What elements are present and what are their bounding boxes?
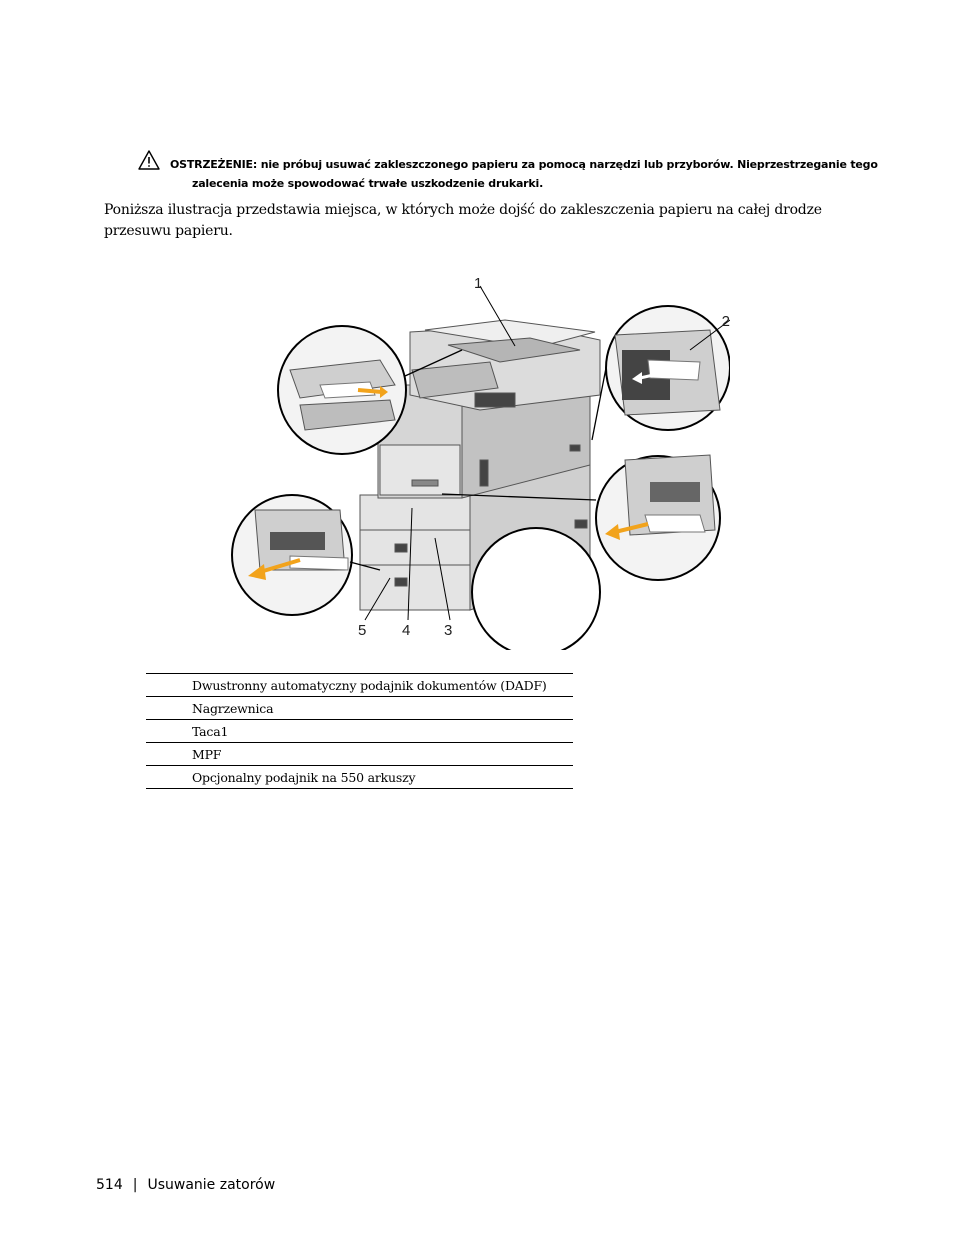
- warning-line-1: [170, 158, 878, 171]
- legend-label: Nagrzewnica: [192, 697, 573, 720]
- page-footer: [96, 1177, 275, 1193]
- callout-5: 5: [358, 622, 367, 639]
- section-title: Usuwanie zatorów: [147, 1177, 276, 1193]
- table-row: [146, 720, 573, 743]
- table-row: [146, 743, 573, 766]
- intro-paragraph: Poniższa ilustracja przedstawia miejsca, w których może dojść do zakleszczenia papieru na całej drodze przesuwu papieru.: [104, 202, 822, 239]
- warning-label: OSTRZEŻENIE:: [170, 158, 258, 171]
- legend-number: [146, 766, 192, 789]
- legend-label: Opcjonalny podajnik na 550 arkuszy: [192, 766, 573, 789]
- legend-number: [146, 697, 192, 720]
- warning-text-1: nie próbuj usuwać zakleszczonego papieru za pomocą narzędzi lub przyborów. Nieprzestrzeganie tego: [260, 158, 878, 171]
- legend-label: Dwustronny automatyczny podajnik dokumentów (DADF): [192, 674, 573, 697]
- warning-text-2: zalecenia może spowodować trwałe uszkodzenie drukarki.: [192, 177, 544, 190]
- table-row: [146, 766, 573, 789]
- zoom-circle-fuser: [606, 306, 730, 430]
- callout-1: 1: [474, 275, 483, 292]
- callout-2: 2: [721, 313, 730, 330]
- callout-4: 4: [402, 622, 411, 639]
- page-number: 514: [96, 1177, 123, 1193]
- warning-triangle-icon: [138, 150, 160, 170]
- printer-jam-diagram: [230, 270, 730, 650]
- legend-table: [146, 673, 573, 789]
- zoom-circle-mpf: [596, 455, 720, 580]
- legend-label: Taca1: [192, 720, 573, 743]
- table-row: [146, 697, 573, 720]
- zoom-circle-tray: [232, 495, 352, 615]
- legend-label: MPF: [192, 743, 573, 766]
- callout-3: 3: [444, 622, 453, 639]
- legend-number: [146, 720, 192, 743]
- printer-jam-illustration: [230, 270, 730, 650]
- zoom-circle-dadf: [278, 326, 406, 454]
- zoom-circle-empty: [472, 528, 600, 650]
- legend-number: [146, 674, 192, 697]
- table-row: [146, 674, 573, 697]
- footer-separator: |: [132, 1177, 138, 1193]
- legend-number: [146, 743, 192, 766]
